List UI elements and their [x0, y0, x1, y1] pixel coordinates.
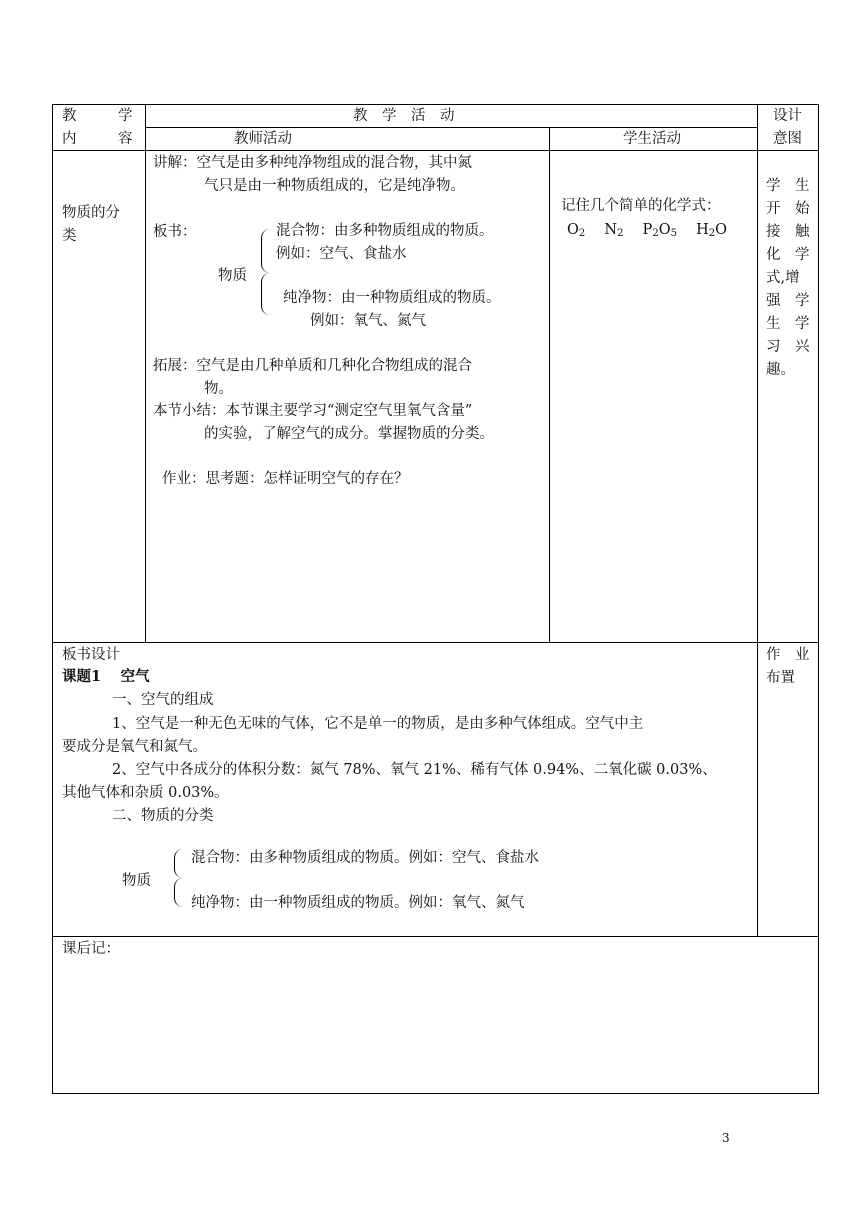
header-content-1: 教 [62, 108, 77, 124]
header-content-3: 内 [62, 131, 77, 147]
board-lesson: 课题1 空气 [62, 668, 150, 685]
board-homework-1: 作 业 [766, 647, 810, 663]
teacher-pure: 纯净物：由一种物质组成的物质。 [283, 290, 501, 306]
table-border-bottom [52, 1093, 819, 1094]
teacher-homework: 作业：思考题：怎样证明空气的存在？ [162, 471, 409, 487]
teacher-summary-2: 的实验，了解空气的成分。掌握物质的分类。 [204, 426, 494, 442]
design-line-7: 生 学 [766, 316, 810, 332]
board-brace-lower [174, 878, 183, 907]
student-col-title: 学生活动 [623, 131, 681, 147]
table-border-top [52, 104, 819, 105]
content-col-line [145, 104, 146, 643]
content-topic-1: 物质的分 [62, 205, 120, 221]
content-topic-2: 类 [62, 228, 77, 244]
after-class-label: 课后记： [62, 941, 120, 957]
teacher-summary-1: 本节小结：本节课主要学习“测定空气里氧气含量” [153, 403, 473, 419]
board-pure: 纯净物：由一种物质组成的物质。例如：氧气、氮气 [191, 895, 525, 911]
board-section-2: 二、物质的分类 [112, 808, 214, 824]
formula-h2o: $H_2O$ [696, 222, 727, 239]
student-formulas [567, 220, 727, 244]
design-line-2: 开 始 [766, 201, 810, 217]
board-mixture: 混合物：由多种物质组成的物质。例如：空气、食盐水 [191, 850, 539, 866]
activity-subheader-line [145, 127, 757, 128]
table-border-right [818, 104, 819, 1094]
design-line-8: 习 兴 [766, 339, 810, 355]
design-line-4: 化 学 [766, 247, 810, 263]
teacher-explain-1: 讲解：空气是由多种纯净物组成的混合物，其中氮 [153, 155, 472, 171]
teacher-extend-2: 物。 [204, 381, 233, 397]
board-homework-2: 布置 [766, 670, 795, 686]
formula-p2o5: $P_2O_5$ [642, 222, 677, 239]
teacher-mixture-example: 例如：空气、食盐水 [276, 246, 407, 262]
design-line-3: 接 触 [766, 224, 810, 240]
design-col-title-2: 意图 [773, 131, 802, 147]
board-para-1a: 1、空气是一种无色无味的气体，它不是单一的物质，是由多种气体组成。空气中主 [112, 716, 644, 732]
teacher-student-line [549, 127, 550, 643]
teacher-brace-lower [261, 273, 270, 315]
teacher-mixture: 混合物：由多种物质组成的物质。 [276, 223, 494, 239]
teacher-pure-example: 例如：氧气、氮气 [310, 313, 426, 329]
design-line-9: 趣。 [766, 362, 795, 378]
design-col-title-1: 设计 [773, 108, 802, 124]
board-para-2a: 2、空气中各成分的体积分数：氮气 78%、氧气 21%、稀有气体 0.94%、二氧化碳 0.03%、 [112, 762, 717, 778]
teacher-brace-upper [261, 229, 270, 273]
header-content-4: 容 [118, 131, 133, 147]
formula-o2: $O_2$ [567, 222, 586, 239]
teacher-col-title: 教师活动 [234, 131, 292, 147]
teacher-extend-1: 拓展：空气是由几种单质和几种化合物组成的混合 [153, 358, 472, 374]
design-line-6: 强 学 [766, 293, 810, 309]
table-border-left [52, 104, 53, 1094]
board-para-1b: 要成分是氧气和氮气。 [62, 739, 207, 755]
header-bottom-line [52, 150, 819, 151]
teacher-explain-2: 气只是由一种物质组成的，它是纯净物。 [204, 178, 465, 194]
board-brace-upper [174, 849, 183, 878]
teacher-board-label: 板书： [153, 224, 197, 240]
teacher-substance: 物质 [218, 268, 247, 284]
board-title: 板书设计 [62, 647, 120, 663]
formula-n2: $N_2$ [604, 222, 624, 239]
student-note: 记住几个简单的化学式： [561, 198, 721, 214]
design-line-1: 学 生 [766, 178, 810, 194]
board-bottom-line [52, 936, 819, 937]
design-line-5: 式,增 [766, 270, 800, 286]
board-section-1: 一、空气的组成 [112, 692, 214, 708]
board-substance: 物质 [122, 873, 151, 889]
design-col-line [757, 104, 758, 937]
page-number: 3 [722, 1131, 730, 1145]
header-content-2: 学 [118, 108, 133, 124]
activity-title: 教 学 活 动 [353, 108, 455, 124]
board-para-2b: 其他气体和杂质 0.03%。 [62, 785, 229, 801]
row1-bottom-line [52, 642, 819, 643]
